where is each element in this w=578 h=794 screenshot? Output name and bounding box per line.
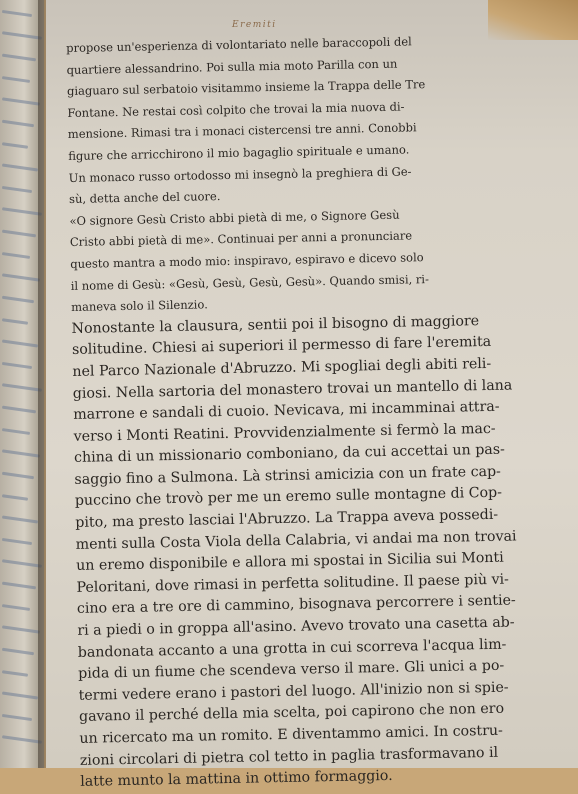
facing-page-text-fragment (2, 735, 42, 744)
facing-page-text-fragment (2, 142, 28, 149)
facing-page-text-fragment (2, 714, 32, 721)
facing-page-text-fragment (2, 230, 36, 238)
facing-page-text-fragment (2, 340, 38, 348)
book-page (46, 0, 578, 791)
facing-page-text-fragment (2, 472, 34, 479)
text-line: bandonata accanto a una grotta in cui scorreva l'acqua lim- (77, 636, 507, 661)
text-line: Nonostante la clausura, sentii poi il bisogno di maggiore (71, 312, 480, 337)
facing-page-text-fragment (2, 692, 38, 700)
facing-page-text-fragment (2, 428, 30, 435)
facing-page-text-fragment (2, 54, 36, 62)
facing-page-text-fragment (2, 296, 34, 303)
text-line: ri a piedi o in groppa all'asino. Avevo trovato una casetta ab- (77, 614, 515, 639)
text-line: quartiere alessandrino. Poi sulla mia moto Parilla con un (66, 56, 398, 77)
text-line: saggio fino a Sulmona. Là strinsi amicizia con un frate cap- (74, 463, 502, 488)
text-line: un ricercato ma un romito. E diventammo amici. In costru- (79, 722, 504, 747)
facing-page-text-fragment (2, 164, 38, 172)
facing-page-text-fragment (2, 207, 42, 216)
text-line: zioni circolari di pietra col tetto in paglia trasformavano il (79, 744, 499, 769)
facing-page-text-fragment (2, 10, 32, 17)
text-line: puccino che trovò per me un eremo sulle montagne di Cop- (74, 485, 503, 510)
facing-page-text-fragment (2, 538, 32, 545)
text-line: nel Parco Nazionale d'Abruzzo. Mi spogliai degli abiti reli- (72, 355, 492, 380)
text-line: «O signore Gesù Cristo abbi pietà di me, o Signore Gesù (69, 207, 400, 228)
facing-page-text-fragment (2, 97, 40, 105)
text-line: Cristo abbi pietà di me». Continuai per anni a pronunciare (69, 228, 413, 250)
text-line: marrone e sandali di cuoio. Nevicava, mi incamminai attra- (73, 398, 500, 424)
text-line: china di un missionario comboniano, da cui accettai un pas- (73, 441, 506, 467)
text-line: menti sulla Costa Viola della Calabria, vi andai ma non trovai (75, 528, 517, 553)
facing-page-text-fragment (2, 670, 28, 677)
facing-page-text-fragment (2, 120, 34, 127)
facing-page-text-fragment (2, 362, 32, 369)
facing-page-text-fragment (2, 494, 28, 501)
running-head: Eremiti (232, 20, 277, 30)
facing-page-text-fragment (2, 252, 30, 259)
facing-page-text-fragment (2, 31, 42, 40)
facing-page-text-fragment (2, 449, 40, 457)
body-text (66, 29, 560, 794)
text-line: solitudine. Chiesi ai superiori il permesso di fare l'eremita (71, 334, 492, 359)
facing-page-text-fragment (2, 648, 34, 655)
facing-page-text-fragment (2, 406, 36, 414)
text-line: cino era a tre ore di cammino, bisognava percorrere i sentie- (76, 592, 516, 618)
facing-page-text-fragment (2, 318, 28, 325)
facing-page-text-fragment (2, 604, 30, 611)
facing-page-text-fragment (2, 582, 36, 590)
text-line: Un monaco russo ortodosso mi insegnò la preghiera di Ge- (68, 163, 412, 185)
text-line: sù, detta anche del cuore. (68, 189, 221, 207)
text-line: maneva solo il Silenzio. (71, 297, 208, 315)
text-line: termi vedere erano i pastori del luogo. All'inizio non si spie- (78, 679, 509, 704)
text-line: un eremo disponibile e allora mi spostai in Sicilia sui Monti (75, 549, 504, 575)
text-line: pito, ma presto lasciai l'Abruzzo. La Trappa aveva possedi- (75, 506, 499, 531)
facing-page-text-fragment (2, 383, 42, 392)
text-line: propose un'esperienza di volontariato nelle baraccopoli del (66, 34, 412, 55)
text-line: gavano il perché della mia scelta, poi capirono che non ero (78, 701, 505, 726)
text-line: verso i Monti Reatini. Provvidenzialmente si fermò la mac- (73, 420, 496, 445)
text-line: questo mantra a modo mio: inspiravo, espiravo e dicevo solo (70, 250, 424, 271)
text-line: figure che arricchirono il mio bagaglio spirituale e umano. (68, 142, 410, 163)
text-line: giaguaro sul serbatoio visitammo insieme la Trappa delle Tre (66, 77, 426, 99)
facing-page-text-fragment (2, 186, 32, 193)
text-line: Peloritani, dove rimasi in perfetta solitudine. Il paese più vi- (76, 571, 510, 596)
facing-page-text-fragment (2, 273, 40, 281)
text-line: latte munto la mattina in ottimo formaggio. (80, 768, 393, 791)
facing-page-text-fragment (2, 625, 40, 633)
text-line: giosi. Nella sartoria del monastero trovai un mantello di lana (72, 376, 513, 402)
text-line: pida di un fiume che scendeva verso il mare. Gli unici a po- (78, 657, 505, 683)
text-line: il nome di Gesù: «Gesù, Gesù, Gesù, Gesù». Quando smisi, ri- (70, 271, 430, 293)
text-line: mensione. Rimasi tra i monaci cistercensi tre anni. Conobbi (67, 120, 417, 142)
facing-page-text-fragment (2, 76, 30, 83)
text-line: Fontane. Ne restai così colpito che trovai la mia nuova di- (67, 99, 405, 120)
facing-page-text-fragment (2, 516, 38, 524)
facing-page-text-fragment (2, 559, 42, 568)
